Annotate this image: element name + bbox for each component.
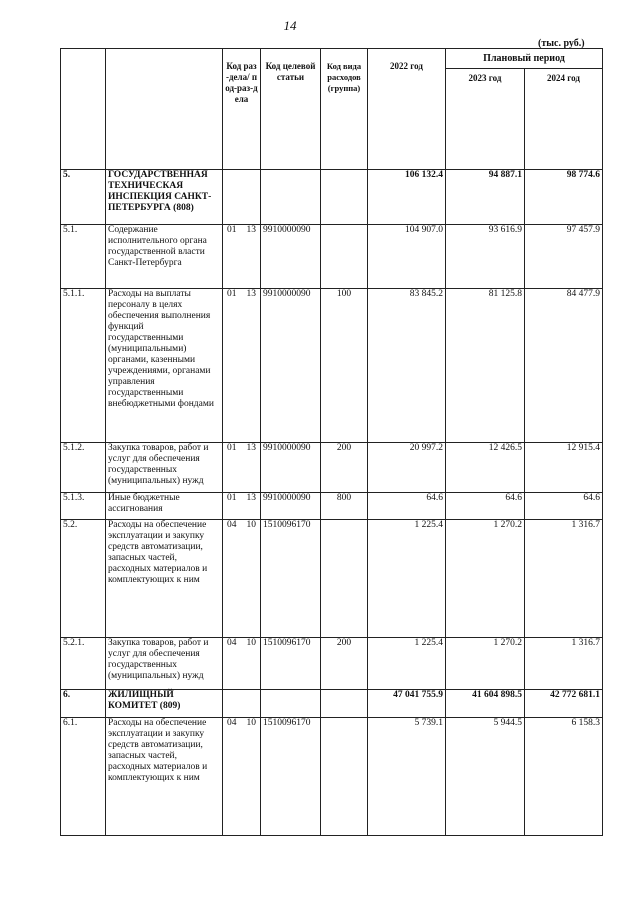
header-target-code: Код целевой статьи [261,49,321,170]
row-expense-type: 200 [321,443,368,493]
row-2023: 5 944.5 [446,718,525,836]
row-section [223,170,261,225]
table-row [61,443,603,493]
row-2023: 93 616.9 [446,225,525,289]
table-row [61,520,603,638]
row-2023: 41 604 898.5 [446,690,525,718]
row-name: Расходы на обеспечение эксплуатации и закупку средств автоматизации, запасных частей, расходных материалов и комплектующих к ним [106,718,223,836]
header-section-code: Код раз-дела/ под-раз-дела [223,49,261,170]
row-expense-type: 200 [321,638,368,690]
header-expense-type-code: Код вида расходов (группа) [321,49,368,170]
units-label: (тыс. руб.) [538,38,585,49]
row-target [261,690,321,718]
row-2024: 42 772 681.1 [525,690,603,718]
row-2024: 97 457.9 [525,225,603,289]
row-expense-type [321,520,368,638]
row-expense-type [321,690,368,718]
row-name: Расходы на выплаты персоналу в целях обеспечения выполнения функций государственными (муниципальными) органами, казенными учреждениями, органами управления государственными внебюджетными фондами [106,289,223,443]
page-number: 14 [283,18,297,33]
row-target: 9910000090 [261,493,321,520]
row-2023: 64.6 [446,493,525,520]
table-row [61,718,603,836]
row-2023: 81 125.8 [446,289,525,443]
row-name: Содержание исполнительного органа государственной власти Санкт-Петербурга [106,225,223,289]
row-number: 5. [61,170,106,225]
row-section: 04 10 [223,520,261,638]
row-section [223,690,261,718]
row-section: 01 13 [223,493,261,520]
row-2022: 1 225.4 [368,638,446,690]
row-number: 5.2.1. [61,638,106,690]
row-target: 1510096170 [261,718,321,836]
header-year-2024: 2024 год [525,69,603,170]
budget-table [60,48,603,836]
row-number: 5.1.3. [61,493,106,520]
header-planning-period: Плановый период [446,49,603,69]
row-number: 5.1. [61,225,106,289]
row-section: 01 13 [223,289,261,443]
row-2024: 6 158.3 [525,718,603,836]
row-target: 9910000090 [261,443,321,493]
row-name: Закупка товаров, работ и услуг для обеспечения государственных (муниципальных) нужд [106,443,223,493]
row-target: 9910000090 [261,225,321,289]
row-number: 5.2. [61,520,106,638]
row-expense-type [321,170,368,225]
row-name: Закупка товаров, работ и услуг для обеспечения государственных (муниципальных) нужд [106,638,223,690]
row-2022: 64.6 [368,493,446,520]
row-number: 6. [61,690,106,718]
row-target: 1510096170 [261,520,321,638]
row-target: 9910000090 [261,289,321,443]
table-row [61,690,603,718]
row-expense-type: 800 [321,493,368,520]
row-expense-type [321,718,368,836]
row-2023: 1 270.2 [446,638,525,690]
header-number [61,49,106,170]
row-section: 04 10 [223,718,261,836]
row-number: 6.1. [61,718,106,836]
row-2024: 98 774.6 [525,170,603,225]
row-2024: 84 477.9 [525,289,603,443]
row-expense-type: 100 [321,289,368,443]
row-2022: 106 132.4 [368,170,446,225]
row-name: Иные бюджетные ассигнования [106,493,223,520]
row-2023: 94 887.1 [446,170,525,225]
row-number: 5.1.2. [61,443,106,493]
row-2024: 1 316.7 [525,520,603,638]
row-target: 1510096170 [261,638,321,690]
row-target [261,170,321,225]
row-2022: 20 997.2 [368,443,446,493]
header-year-2022: 2022 год [368,49,446,170]
row-2024: 1 316.7 [525,638,603,690]
row-name: ГОСУДАРСТВЕННАЯ ТЕХНИЧЕСКАЯ ИНСПЕКЦИЯ САНКТ-ПЕТЕРБУРГА (808) [106,170,223,225]
row-2024: 64.6 [525,493,603,520]
table-row [61,638,603,690]
table-row [61,289,603,443]
row-section: 04 10 [223,638,261,690]
row-expense-type [321,225,368,289]
table-row [61,170,603,225]
table-row [61,225,603,289]
row-number: 5.1.1. [61,289,106,443]
row-section: 01 13 [223,225,261,289]
row-2022: 104 907.0 [368,225,446,289]
row-2022: 1 225.4 [368,520,446,638]
row-2023: 1 270.2 [446,520,525,638]
header-name [106,49,223,170]
table-row [61,493,603,520]
row-name: ЖИЛИЩНЫЙ КОМИТЕТ (809) [106,690,223,718]
row-2022: 83 845.2 [368,289,446,443]
header-year-2023: 2023 год [446,69,525,170]
row-2022: 47 041 755.9 [368,690,446,718]
row-2024: 12 915.4 [525,443,603,493]
row-2023: 12 426.5 [446,443,525,493]
row-2022: 5 739.1 [368,718,446,836]
row-name: Расходы на обеспечение эксплуатации и закупку средств автоматизации, запасных частей, расходных материалов и комплектующих к ним [106,520,223,638]
row-section: 01 13 [223,443,261,493]
